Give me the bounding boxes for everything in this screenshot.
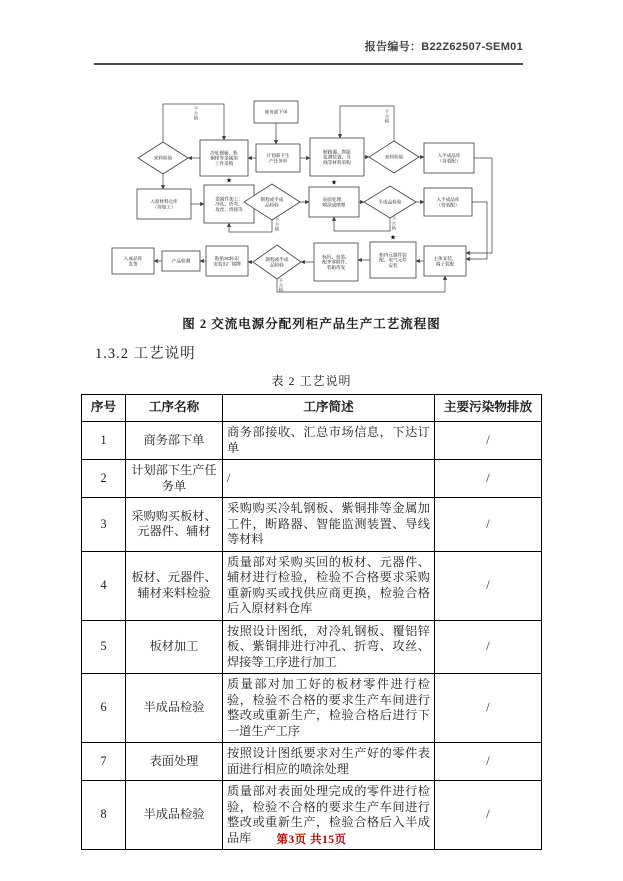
col-header-no: 序号: [82, 395, 126, 422]
table-row: [82, 422, 542, 460]
flow-node-label: 冷轧钢板、紫铜排等金属加工件采购: [210, 150, 238, 167]
table-cell-desc: 质量部对采购买回的板材、元器件、辅材进行检验，检验不合格要求采购重新购买或找供应商更换，检验合格后入原材料仓库: [223, 551, 435, 620]
table-cell-pollute: /: [435, 781, 542, 850]
table-row: [82, 460, 542, 498]
table-cell-name: 表面处理: [126, 743, 223, 781]
flow-node-label: 商务部下单: [264, 109, 288, 115]
production-flowchart: [0, 88, 623, 310]
table-cell-name: 计划部下生产任务单: [126, 460, 223, 498]
table-cell-desc: 按照设计图纸要求对生产好的零件表面进行相应的喷涂处理: [223, 743, 435, 781]
table-cell-no: 4: [82, 551, 126, 620]
table-cell-name: 半成品检验: [126, 674, 223, 743]
flow-node-label: 主体安装、端子装配: [433, 256, 457, 267]
flow-node-label: 产品检测: [171, 258, 191, 264]
table-cell-name: 半成品检验: [126, 781, 223, 850]
table-row: [82, 551, 542, 620]
table-cell-no: 8: [82, 781, 126, 850]
flow-node-label: 表面处理：喷涂或喷塑: [322, 197, 346, 208]
table-cell-name: 板材加工: [126, 620, 223, 674]
flow-label-not-qualified: 不合格: [193, 106, 199, 121]
table-cell-pollute: /: [435, 743, 542, 781]
flow-node-label: 柜内元器件装配、电气元件安装: [379, 252, 407, 269]
flow-node-label: 来料检验: [384, 154, 404, 160]
table-cell-no: 6: [82, 674, 126, 743]
flow-edge: [334, 217, 390, 231]
table-cell-pollute: /: [435, 498, 542, 552]
table-cell-pollute: /: [435, 551, 542, 620]
flow-node-label: 金属件加工：冲孔、折弯、攻丝、焊接等: [215, 196, 243, 213]
table-cell-pollute: /: [435, 460, 542, 498]
table-cell-desc: 质量部对加工好的板材零件进行检验，检验不合格的要求生产车间进行整改或重新生产，检验合格后进行下一道生产工序: [223, 674, 435, 743]
key-process-star-icon: ★: [225, 176, 233, 185]
table-cell-pollute: /: [435, 674, 542, 743]
flow-label-not-qualified: 不合格: [391, 216, 397, 231]
key-process-star-icon: ★: [389, 233, 397, 242]
table-row: [82, 743, 542, 781]
table-cell-desc: 采购购买冷轧钢板、紫铜排等金属加工件，断路器、智能监测装置、导线等材料: [223, 498, 435, 552]
report-number: 报告编号：B22Z62507-SEM01: [364, 41, 523, 53]
table-caption: 表 2 工艺说明: [271, 374, 352, 388]
table-cell-no: 7: [82, 743, 126, 781]
table-cell-no: 5: [82, 620, 126, 674]
flow-node-label: 入半成品库（待装配）: [436, 197, 460, 208]
table-row: [82, 498, 542, 552]
table-cell-pollute: /: [435, 422, 542, 460]
flow-node-label: 粘贴3C标识安装出厂铭牌: [213, 256, 241, 267]
table-cell-no: 3: [82, 498, 126, 552]
col-header-name: 工序名称: [126, 395, 223, 422]
table-cell-desc: /: [223, 460, 435, 498]
flow-node-label: 断路器、智能监测装置、导线等材料采购: [323, 149, 351, 166]
flow-node-label: 标识、包装、配齐零附件、装箱待发: [322, 254, 350, 271]
col-header-desc: 工序简述: [223, 395, 435, 422]
key-process-star-icon: ★: [330, 178, 338, 187]
page-number: 第3页 共15页: [276, 834, 347, 846]
table-cell-no: 1: [82, 422, 126, 460]
table-row: [82, 674, 542, 743]
flow-edge: [277, 276, 445, 292]
figure-caption: 图 2 交流电源分配列柜产品生产工艺流程图: [182, 317, 441, 331]
table-cell-name: 商务部下单: [126, 422, 223, 460]
flow-node-label: 入成品库发货: [123, 256, 143, 267]
flow-label-not-qualified: 不合格: [384, 109, 390, 124]
flow-node-label: 入原材料仓库（待加工）: [150, 199, 178, 210]
flow-label-not-qualified: 不合格: [274, 217, 280, 232]
flow-node-label: 入半成品库（待装配）: [437, 153, 461, 164]
flow-node-label: 制程或半成品检验: [260, 197, 284, 208]
header-divider: [94, 63, 523, 65]
table-cell-desc: 质量部对表面处理完成的零件进行检验，检验不合格的要求生产车间进行整改或重新生产，检验合格后入半成品库: [223, 781, 435, 850]
table-cell-desc: 商务部接收、汇总市场信息，下达订单: [223, 422, 435, 460]
table-cell-name: 板材、元器件、辅材来料检验: [126, 551, 223, 620]
flow-node-label: 来料检验: [153, 155, 173, 161]
col-header-pollute: 主要污染物排放: [435, 395, 542, 422]
section-heading: 1.3.2 工艺说明: [95, 346, 196, 362]
table-cell-pollute: /: [435, 620, 542, 674]
flow-node-label: 制程或半成品检验: [265, 257, 289, 268]
flow-label-not-qualified: 不合格: [278, 278, 284, 293]
table-row: [82, 620, 542, 674]
flow-node-label: 计划部下生产任务单: [266, 153, 290, 164]
flow-node-label: 半成品检验: [378, 199, 402, 205]
table-header-row: [82, 395, 542, 422]
process-table: [81, 394, 542, 850]
table-cell-name: 采购购买板材、元器件、辅材: [126, 498, 223, 552]
table-cell-no: 2: [82, 460, 126, 498]
table-cell-desc: 按照设计图纸，对冷轧钢板、覆铝锌板、紫铜排进行冲孔、折弯、攻丝、焊接等工序进行加工: [223, 620, 435, 674]
